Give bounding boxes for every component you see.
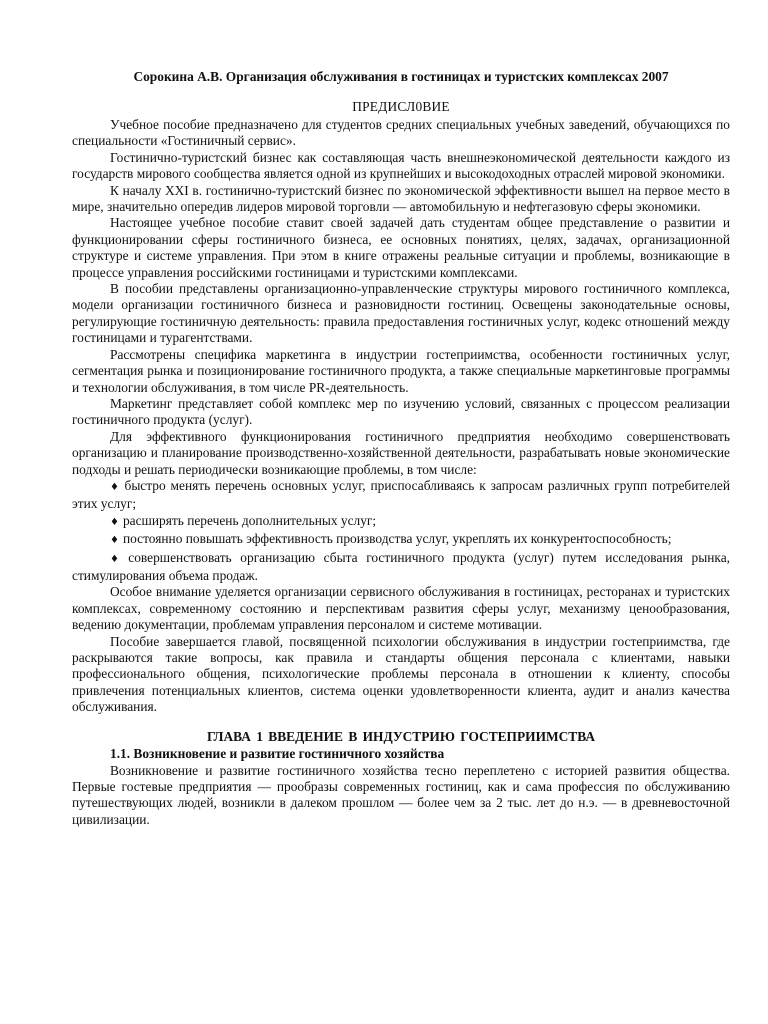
diamond-bullet-icon: ♦ [110, 535, 119, 547]
paragraph: Для эффективного функционирования гостиничного предприятия необходимо совершенствовать организацию и планирование производственно-хозяйственной деятельности, разрабатывать новые экономические подходы и решать периодически возникающие проблемы, в том числе: [72, 428, 730, 477]
diamond-bullet-icon: ♦ [110, 481, 121, 493]
bullet-text: совершенствовать организацию сбыта гостиничного продукта (услуг) путем исследования рынка, стимулирования объема продаж. [72, 549, 731, 583]
bullet-item [72, 531, 730, 549]
paragraph: Учебное пособие предназначено для студентов средних специальных учебных заведений, обучающихся по специальности «Гостиничный сервис». [72, 117, 730, 149]
bullet-text: постоянно повышать эффективность производства услуг, укреплять их конкурентоспособность; [122, 531, 672, 547]
document-page [72, 68, 730, 828]
paragraph: Пособие завершается главой, посвященной психологии обслуживания в индустрии гостеприимства, где раскрываются такие вопросы, как правила и стандарты общения персонала с клиентами, навыки профессионального общения, психологические проблемы персонала в отношении к клиенту, способы привлечения потенциальных клиентов, система оценки удовлетворенности клиента, аудит и анализ качества обслуживания. [72, 633, 730, 715]
bullet-text: быстро менять перечень основных услуг, приспосабливаясь к запросам различных групп потребителей этих услуг; [72, 477, 730, 512]
paragraph: К началу XXI в. гостинично-туристский бизнес по экономической эффективности вышел на первое место в мире, значительно опередив лидеров мировой торговли — автомобильную и нефтегазовую сферы экономики. [72, 182, 730, 215]
paragraph: Гостинично-туристский бизнес как составляющая часть внешнеэкономической деятельности каждого из государств мирового сообщества является одной из крупнейших и высокодоходных отраслей мировой экономики. [72, 149, 730, 182]
paragraph: В пособии представлены организационно-управленческие структуры мирового гостиничного комплекса, модели организации гостиничного бизнеса и разновидности гостиниц. Освещены законодательные основы, регулирующие гостиничную деятельность: правила предоставления гостиничных услуг, кодекс отношений между гостиницами и турагентствами. [72, 281, 730, 346]
bullet-item [72, 478, 730, 513]
bullet-text: расширять перечень дополнительных услуг; [122, 512, 377, 528]
paragraph: Особое внимание уделяется организации сервисного обслуживания в гостиницах, ресторанах и туристских комплексах, современному состоянию и перспективам развития сферы услуг, механизму ценообразования, ведению документации, проблемам управления персоналом и системе мотивации. [72, 584, 730, 633]
document-title: Сорокина А.В. Организация обслуживания в гостиницах и туристских комплексах 2007 [133, 69, 669, 84]
diamond-bullet-icon: ♦ [110, 553, 125, 565]
section-heading: 1.1. Возникновение и развитие гостиничного хозяйства [110, 745, 445, 761]
bullet-item [72, 550, 730, 585]
chapter-heading: ГЛАВА 1 ВВЕДЕНИЕ В ИНДУСТРИЮ ГОСТЕПРИИМСТВА [206, 728, 595, 744]
preface-heading: ПРЕДИСЛ0ВИЕ [352, 99, 450, 114]
paragraph: Маркетинг представляет собой комплекс мер по изучению условий, связанных с процессом реализации гостиничного продукта (услуг). [72, 395, 730, 428]
bullet-item [72, 513, 730, 531]
diamond-bullet-icon: ♦ [110, 516, 119, 528]
bullet-list [72, 478, 730, 584]
paragraph: Настоящее учебное пособие ставит своей задачей дать студентам общее представление о развитии и функционировании сферы гостиничного бизнеса, ее основных понятиях, целях, задачах, организационной структуре и системе управления. При этом в книге отражены реальные ситуации и проблемы, возникающие в процессе управления российскими гостиницами и туристскими комплексами. [72, 215, 730, 280]
paragraph: Рассмотрены специфика маркетинга в индустрии гостеприимства, особенности гостиничных услуг, сегментация рынка и позиционирование гостиничного продукта, а также специальные маркетинговые программы и технологии обслуживания, в том числе PR-деятельность. [72, 346, 730, 395]
preface-body [72, 117, 730, 716]
section-paragraph: Возникновение и развитие гостиничного хозяйства тесно переплетено с историей развития общества. Первые гостевые предприятия — прообразы современных гостиниц, как и сама профессия по обслуживанию путешествующих людей, возникли в далеком прошлом — более чем за 2 тыс. лет до н.э. — в древневосточной цивилизации. [72, 762, 730, 827]
